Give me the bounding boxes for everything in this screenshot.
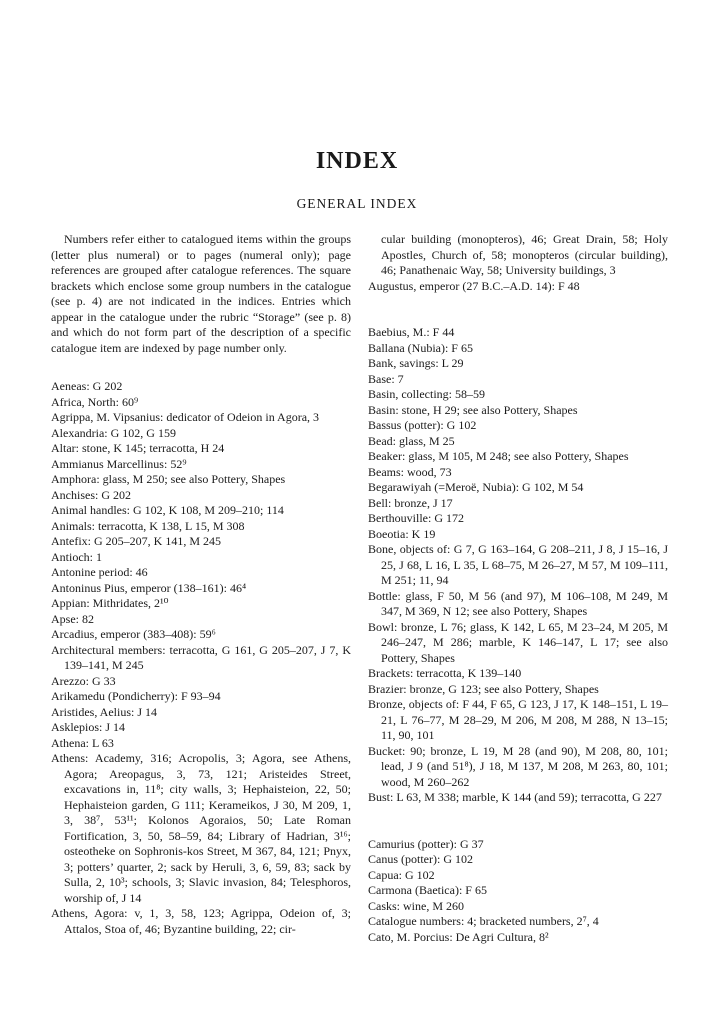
index-entry: Begarawiyah (=Meroë, Nubia): G 102, M 54 bbox=[368, 480, 584, 494]
index-entry: Brazier: bronze, G 123; see also Pottery, Shapes bbox=[368, 681, 599, 696]
index-entry: Architectural members: terracotta, G 161, G 205–207, J 7, K 139–141, M 245 bbox=[51, 642, 351, 672]
index-entry: Bronze, objects of: F 44, F 65, G 123, J 17, K 148–151, L 19–21, L 76–77, M 28–29, M 206, M 208, M 288, N 13–15; 11, 90, 101 bbox=[368, 697, 668, 742]
index-entry: Animal handles: G 102, K 108, M 209–210; 114 bbox=[51, 503, 284, 517]
index-entry: Aeneas: G 202 bbox=[51, 379, 123, 393]
index-entry: Boeotia: K 19 bbox=[368, 526, 436, 541]
index-entry: Bassus (potter): G 102 bbox=[368, 418, 477, 432]
index-entry: Antoninus Pius, emperor (138–161): 46⁴ bbox=[51, 580, 247, 595]
index-entry: Capua: G 102 bbox=[368, 867, 435, 882]
index-list-augustus bbox=[368, 279, 668, 295]
index-entry: Berthouville: G 172 bbox=[368, 511, 464, 525]
index-entry: Arcadius, emperor (383–408): 59⁶ bbox=[51, 627, 216, 641]
index-entry: Cato, M. Porcius: De Agri Cultura, 8² bbox=[368, 929, 549, 944]
index-entry: Canus (potter): G 102 bbox=[368, 852, 473, 866]
index-entry: Beaker: glass, M 105, M 248; see also Pottery, Shapes bbox=[368, 449, 629, 463]
index-entry: Amphora: glass, M 250; see also Pottery, Shapes bbox=[51, 472, 286, 486]
index-entry: Brackets: terracotta, K 139–140 bbox=[368, 666, 522, 680]
left-column bbox=[51, 232, 351, 937]
entry-continuation: cular building (monopteros), 46; Great Drain, 58; Holy Apostles, Church of, 58; monopteros (circular building), 46; Panathenaic Way, 58; University buildings, 3 bbox=[381, 232, 668, 277]
index-entry: Athena: L 63 bbox=[51, 735, 114, 750]
index-entry: Apse: 82 bbox=[51, 611, 94, 626]
index-entry: Camurius (potter): G 37 bbox=[368, 836, 484, 851]
index-entry: Bell: bronze, J 17 bbox=[368, 495, 453, 510]
index-entry: Athens: Academy, 316; Acropolis, 3; Agora, see Athens, Agora; Areopagus, 3, 73, 121; Aristeides Street, excavations in, 11⁸; city walls, 3; Hephaisteion, 22, 50; Hephaisteion garden, G 111; Kerameikos, J 30, M 209, 1, 3, 38⁷, 53¹¹; Kolonos Agoraios, 50; Late Roman Fortification, 3, 50, 58–59, 84; Library of Hadrian, 3¹⁶; osteotheke on Sophronis-kos Street, M 367, 84, 121; Pnyx, 3; potters’ quarter, 2; sack by Heruli, 3, 6, 59, 83; sack by Sulla, 2, 10³; schools, 3; Slavic invasion, 84; Telesphoros, worship of, J 14 bbox=[51, 751, 351, 905]
index-entry: Antioch: 1 bbox=[51, 549, 102, 564]
index-entry: Bottle: glass, F 50, M 56 (and 97), M 106–108, M 249, M 347, M 369, N 12; see also Pottery, Shapes bbox=[368, 588, 668, 618]
index-entry: Antefix: G 205–207, K 141, M 245 bbox=[51, 534, 221, 548]
index-entry: Appian: Mithridates, 2¹⁰ bbox=[51, 596, 169, 610]
index-entry: Arikamedu (Pondicherry): F 93–94 bbox=[51, 689, 221, 703]
index-entry: Baebius, M.: F 44 bbox=[368, 325, 455, 339]
index-entry: Altar: stone, K 145; terracotta, H 24 bbox=[51, 441, 225, 455]
index-list-b bbox=[368, 325, 668, 806]
section-subtitle: GENERAL INDEX bbox=[296, 196, 418, 211]
index-entry: Bead: glass, M 25 bbox=[368, 433, 455, 448]
index-entry: Casks: wine, M 260 bbox=[368, 898, 464, 913]
index-entry: Antonine period: 46 bbox=[51, 565, 148, 579]
index-entry: Ammianus Marcellinus: 52⁹ bbox=[51, 456, 187, 471]
index-entry: Ballana (Nubia): F 65 bbox=[368, 340, 473, 355]
index-entry: Animals: terracotta, K 138, L 15, M 308 bbox=[51, 518, 245, 533]
index-entry: Alexandria: G 102, G 159 bbox=[51, 425, 176, 440]
page-title: INDEX bbox=[315, 148, 399, 174]
index-entry: Bust: L 63, M 338; marble, K 144 (and 59); terracotta, G 227 bbox=[368, 790, 662, 804]
index-entry: Anchises: G 202 bbox=[51, 487, 131, 502]
index-entry: Bank, savings: L 29 bbox=[368, 356, 464, 370]
right-column bbox=[368, 232, 668, 945]
index-list-a bbox=[51, 379, 351, 937]
index-entry: Aristides, Aelius: J 14 bbox=[51, 704, 158, 719]
index-entry: Base: 7 bbox=[368, 371, 404, 386]
index-entry: Arezzo: G 33 bbox=[51, 673, 116, 688]
index-entry: Beams: wood, 73 bbox=[368, 464, 452, 479]
index-entry: Bucket: 90; bronze, L 19, M 28 (and 90), M 208, 80, 101; lead, J 9 (and 51⁸), J 18, M 137, M 208, M 263, 80, 101; wood, M 260–262 bbox=[368, 743, 668, 789]
index-list-c bbox=[368, 837, 668, 946]
index-entry: Bone, objects of: G 7, G 163–164, G 208–211, J 8, J 15–16, J 25, J 68, L 16, L 35, L 68–75, M 26–27, M 57, M 109–111, M 251; 11, 94 bbox=[368, 542, 668, 587]
index-entry: Agrippa, M. Vipsanius: dedicator of Odeion in Agora, 3 bbox=[51, 410, 320, 424]
index-entry: Basin, collecting: 58–59 bbox=[368, 387, 485, 401]
intro-paragraph: Numbers refer either to catalogued items within the groups (letter plus numeral) or to pages (numeral only); page references are grouped after catalogue references. The square brackets which enclose some group numbers in the catalogue (see p. 4) are not indicated in the indices. Entries which appear in the catalogue under the rubric “Storage” (see p. 8) and which do not form part of the description of a specific catalogue item are indexed by page number only. bbox=[51, 232, 351, 355]
index-entry: Bowl: bronze, L 76; glass, K 142, L 65, M 23–24, M 205, M 246–247, M 286; marble, K 146–147, L 17; see also Pottery, Shapes bbox=[368, 619, 668, 665]
index-entry: Asklepios: J 14 bbox=[51, 720, 126, 734]
index-entry: Augustus, emperor (27 B.C.–A.D. 14): F 48 bbox=[368, 278, 580, 293]
index-entry: Africa, North: 60⁹ bbox=[51, 394, 139, 409]
index-entry: Athens, Agora: v, 1, 3, 58, 123; Agrippa, Odeion of, 3; Attalos, Stoa of, 46; Byzantine building, 22; cir- bbox=[51, 906, 351, 936]
index-entry: Carmona (Baetica): F 65 bbox=[368, 883, 487, 897]
index-entry: Catalogue numbers: 4; bracketed numbers, 2⁷, 4 bbox=[368, 914, 599, 928]
index-entry: Basin: stone, H 29; see also Pottery, Shapes bbox=[368, 402, 578, 417]
